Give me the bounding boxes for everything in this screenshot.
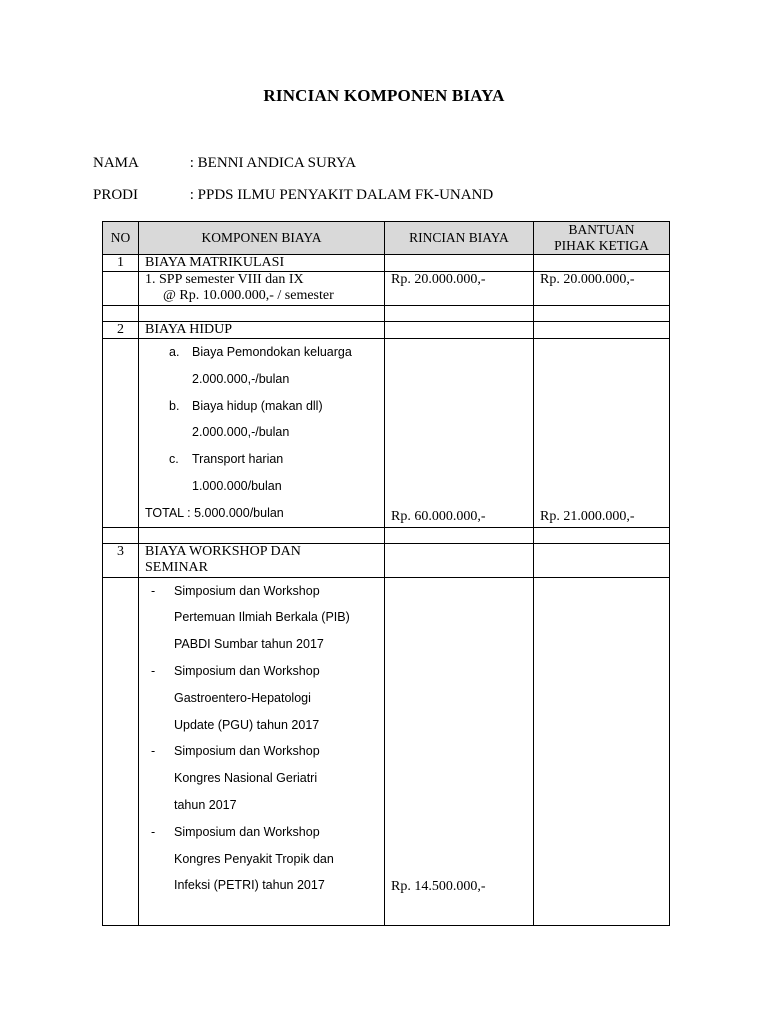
section2-items-row <box>103 339 670 528</box>
list-item-line: tahun 2017 <box>174 797 237 812</box>
section2-bantuan-cell <box>534 339 670 528</box>
header-no: NO <box>103 222 139 255</box>
section1-bantuan: Rp. 20.000.000,- <box>534 272 670 306</box>
empty-cell <box>534 322 670 339</box>
section2-title-row <box>103 322 670 339</box>
header-rincian: RINCIAN BIAYA <box>385 222 534 255</box>
meta-nama-value: : BENNI ANDICA SURYA <box>189 155 357 171</box>
meta-prodi-value: : PPDS ILMU PENYAKIT DALAM FK-UNAND <box>189 187 494 203</box>
meta-nama-row <box>93 155 356 172</box>
section3-title-row <box>103 543 670 577</box>
section3-no: 3 <box>103 543 139 577</box>
list-item-line: PABDI Sumbar tahun 2017 <box>174 637 324 652</box>
section3-items <box>139 577 385 925</box>
list-item: - Simposium dan Workshop <box>151 583 320 598</box>
spacer-row <box>103 527 670 543</box>
list-item: b. Biaya hidup (makan dll) <box>169 398 323 413</box>
meta-nama-label: NAMA <box>93 155 139 171</box>
section2-no: 2 <box>103 322 139 339</box>
empty-cell <box>534 255 670 272</box>
cost-table <box>102 221 670 926</box>
list-item-line: Update (PGU) tahun 2017 <box>174 717 320 732</box>
spacer-row <box>103 306 670 322</box>
header-komponen: KOMPONEN BIAYA <box>139 222 385 255</box>
section1-item-line2: @ Rp. 10.000.000,- / semester <box>163 288 334 303</box>
section3-title: BIAYA WORKSHOP DAN SEMINAR <box>139 543 385 577</box>
list-item-line: Gastroentero-Hepatologi <box>174 690 311 705</box>
empty-cell <box>103 577 139 925</box>
empty-cell <box>385 255 534 272</box>
section2-rincian: Rp. 60.000.000,- <box>391 508 486 524</box>
empty-cell <box>103 339 139 528</box>
section1-item <box>139 272 385 306</box>
list-item-line: Kongres Penyakit Tropik dan <box>174 851 334 866</box>
section2-total: TOTAL : 5.000.000/bulan <box>145 505 284 520</box>
section1-item-line1: 1. SPP semester VIII dan IX <box>145 272 304 287</box>
table-header-row <box>103 222 670 255</box>
document-title: RINCIAN KOMPONEN BIAYA <box>263 86 505 105</box>
section3-bantuan <box>534 577 670 925</box>
section3-items-row <box>103 577 670 925</box>
section2-items <box>139 339 385 528</box>
section1-title-row <box>103 255 670 272</box>
list-item: c. Transport harian <box>169 452 284 467</box>
list-item-amount: 2.000.000,-/bulan <box>192 371 290 386</box>
list-item-amount: 2.000.000,-/bulan <box>192 425 290 440</box>
section3-rincian-cell <box>385 577 534 925</box>
list-item-line: Infeksi (PETRI) tahun 2017 <box>174 878 325 893</box>
section2-rincian-cell <box>385 339 534 528</box>
empty-cell <box>385 322 534 339</box>
list-item: - Simposium dan Workshop <box>151 663 320 678</box>
list-item-line: Kongres Nasional Geriatri <box>174 771 318 786</box>
empty-cell <box>385 543 534 577</box>
list-item: - Simposium dan Workshop <box>151 824 320 839</box>
header-bantuan <box>534 222 670 255</box>
section1-rincian: Rp. 20.000.000,- <box>385 272 534 306</box>
list-item-line: Pertemuan Ilmiah Berkala (PIB) <box>174 610 350 625</box>
section1-title: BIAYA MATRIKULASI <box>139 255 385 272</box>
header-bantuan-line2: PIHAK KETIGA <box>554 238 649 253</box>
list-item: a. Biaya Pemondokan keluarga <box>169 345 352 359</box>
list-item: - Simposium dan Workshop <box>151 744 320 759</box>
section2-bantuan: Rp. 21.000.000,- <box>540 508 635 524</box>
list-item-amount: 1.000.000/bulan <box>192 478 282 493</box>
section1-no: 1 <box>103 255 139 272</box>
empty-cell <box>534 543 670 577</box>
section1-item-row <box>103 272 670 306</box>
header-bantuan-line1: BANTUAN <box>568 222 635 237</box>
section3-rincian: Rp. 14.500.000,- <box>391 878 486 894</box>
meta-prodi-row <box>93 187 493 204</box>
empty-cell <box>103 272 139 306</box>
meta-prodi-label: PRODI <box>93 187 139 203</box>
section2-title: BIAYA HIDUP <box>139 322 385 339</box>
